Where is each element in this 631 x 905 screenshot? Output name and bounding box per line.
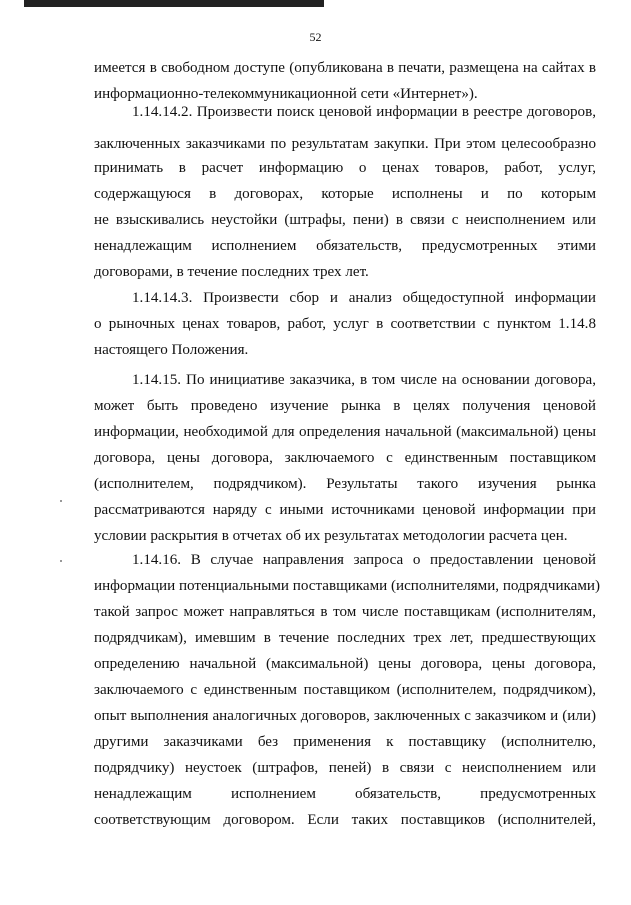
scan-edge-bar — [24, 0, 324, 7]
text-line: заключенных заказчиками по результатам закупки. При этом целесообразно — [94, 136, 596, 152]
text-line: информации потенциальными поставщиками (исполнителями, подрядчиками) — [94, 578, 601, 594]
text-line: соответствующим договором. Если таких поставщиков (исполнителей, — [94, 812, 596, 828]
text-line: ненадлежащим исполнением обязательств, предусмотренных — [94, 786, 596, 802]
text-line: другими заказчиками без применения к поставщику (исполнителю, — [94, 734, 596, 750]
text-line: 1.14.14.2. Произвести поиск ценовой информации в реестре договоров, — [132, 104, 596, 120]
text-line: подрядчикам), имевшим в течение последних трех лет, предшествующих — [94, 630, 596, 646]
text-line: рассматриваются наряду с иными источниками ценовой информации при — [94, 502, 596, 518]
scan-speck — [60, 500, 62, 502]
text-line: такой запрос может направляться в том числе поставщикам (исполнителям, — [94, 604, 596, 620]
text-line: определению начальной (максимальной) цены договора, цены договора, — [94, 656, 596, 672]
text-line: договорами, в течение последних трех лет. — [94, 264, 369, 280]
text-line: опыт выполнения аналогичных договоров, заключенных с заказчиком и (или) — [94, 708, 596, 724]
text-line: 1.14.15. По инициативе заказчика, в том числе на основании договора, — [132, 372, 596, 388]
text-line: подрядчику) неустоек (штрафов, пеней) в связи с неисполнением или — [94, 760, 596, 776]
text-line: настоящего Положения. — [94, 342, 249, 358]
text-line: 1.14.16. В случае направления запроса о предоставлении ценовой — [132, 552, 596, 568]
scan-speck — [60, 560, 62, 562]
text-line: заключаемого с единственным поставщиком (исполнителем, подрядчиком), — [94, 682, 596, 698]
text-line: не взыскивались неустойки (штрафы, пени) в связи с неисполнением или — [94, 212, 596, 228]
text-line: условии раскрытия в отчетах об их результатах методологии расчета цен. — [94, 528, 568, 544]
text-line: информации, необходимой для определения начальной (максимальной) цены — [94, 424, 596, 440]
text-line: может быть проведено изучение рынка в целях получения ценовой — [94, 398, 596, 414]
text-line: информационно-телекоммуникационной сети «Интернет»). — [94, 86, 478, 102]
text-line: о рыночных ценах товаров, работ, услуг в соответствии с пунктом 1.14.8 — [94, 316, 596, 332]
text-line: имеется в свободном доступе (опубликована в печати, размещена на сайтах в — [94, 60, 596, 76]
text-line: договора, цены договора, заключаемого с единственным поставщиком — [94, 450, 596, 466]
page-number: 52 — [309, 30, 322, 44]
text-line: принимать в расчет информацию о ценах товаров, работ, услуг, — [94, 160, 596, 176]
text-line: 1.14.14.3. Произвести сбор и анализ общедоступной информации — [132, 290, 596, 306]
text-line: содержащуюся в договорах, которые исполнены и по которым — [94, 186, 596, 202]
text-line: (исполнителем, подрядчиком). Результаты такого изучения рынка — [94, 476, 596, 492]
text-line: ненадлежащим исполнением обязательств, предусмотренных этими — [94, 238, 596, 254]
